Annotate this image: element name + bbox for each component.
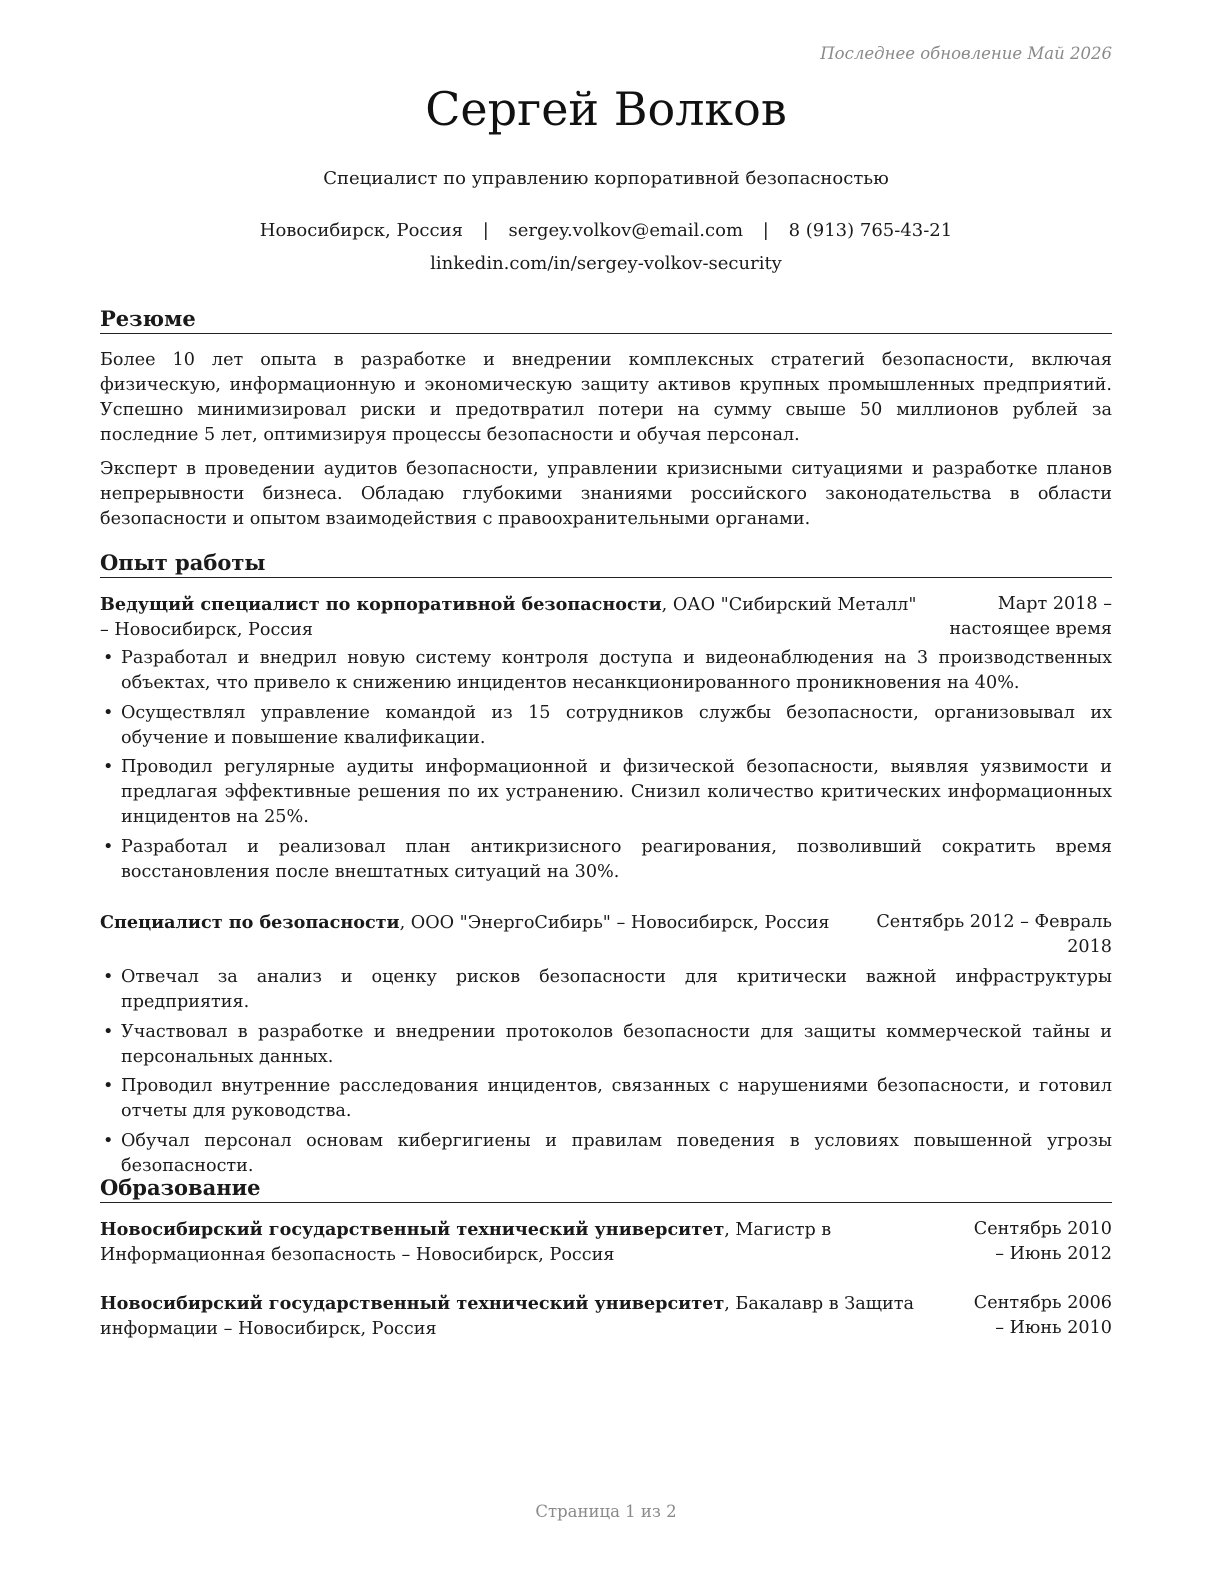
- school-name: Новосибирский государственный технический университет: [100, 1219, 725, 1240]
- linkedin-link[interactable]: linkedin.com/in/sergey-volkov-security: [430, 253, 782, 274]
- list-item: • Осуществлял управление командой из 15 сотрудников службы безопасности, организовывал их обучение и повышение квалификации.: [100, 701, 1112, 751]
- email-link[interactable]: sergey.volkov@email.com: [508, 220, 744, 241]
- job-dates: Март 2018 – настоящее время: [949, 594, 1112, 639]
- candidate-title: Специалист по управлению корпоративной безопасностью: [323, 168, 889, 189]
- list-item: • Разработал и реализовал план антикризисного реагирования, позволивший сократить время восстановления после внештатных ситуаций на 30%.: [100, 835, 1112, 885]
- job-bullets: [100, 646, 1112, 889]
- job-dates: Сентябрь 2012 – Февраль 2018: [876, 912, 1112, 957]
- education-dates: Сентябрь 2010 – Июнь 2012: [973, 1219, 1112, 1264]
- list-item: • Проводил внутренние расследования инцидентов, связанных с нарушениями безопасности, и готовил отчеты для руководства.: [100, 1074, 1112, 1124]
- separator: |: [762, 220, 769, 241]
- list-item: • Отвечал за анализ и оценку рисков безопасности для критически важной инфраструктуры предприятия.: [100, 965, 1112, 1015]
- phone-number: 8 (913) 765-43-21: [788, 220, 953, 241]
- list-item: • Обучал персонал основам кибергигиены и правилам поведения в условиях повышенной угрозы безопасности.: [100, 1129, 1112, 1179]
- education-dates: Сентябрь 2006 – Июнь 2010: [973, 1293, 1112, 1338]
- job-header: [100, 910, 1112, 960]
- degree-details: , Бакалавр в Защита информации – Новосибирск, Россия: [100, 1294, 914, 1339]
- job-header: [100, 592, 1112, 643]
- job-role: Ведущий специалист по корпоративной безопасности: [100, 594, 662, 615]
- list-item: • Проводил регулярные аудиты информационной и физической безопасности, выявляя уязвимости и предлагая эффективные решения по их устранению. Снизил количество критических информационных инцидентов на 25%.: [100, 755, 1112, 830]
- separator: |: [482, 220, 489, 241]
- education-header: [100, 1291, 1112, 1342]
- job-role: Специалист по безопасности: [100, 912, 400, 933]
- job-details: , ОАО "Сибирский Металл" – Новосибирск, Россия: [100, 595, 917, 640]
- candidate-name: Сергей Волков: [425, 82, 787, 136]
- section-title-experience: Опыт работы: [100, 550, 1112, 578]
- list-item: • Разработал и внедрил новую систему контроля доступа и видеонаблюдения на 3 производственных объектах, что привело к снижению инцидентов несанкционированного проникновения на 40%.: [100, 646, 1112, 696]
- job-details: , ООО "ЭнергоСибирь" – Новосибирск, Россия: [399, 913, 830, 933]
- summary-paragraph: Эксперт в проведении аудитов безопасности, управлении кризисными ситуациями и разработке планов непрерывности бизнеса. Обладаю глубокими знаниями российского законодательства в области безопасности и опытом взаимодействия с правоохранительными органами.: [100, 459, 1112, 529]
- location: Новосибирск, Россия: [259, 220, 463, 241]
- section-title-education: Образование: [100, 1175, 1112, 1203]
- education-header: [100, 1217, 1112, 1268]
- section-title-summary: Резюме: [100, 306, 1112, 334]
- summary-paragraph: Более 10 лет опыта в разработке и внедрении комплексных стратегий безопасности, включая физическую, информационную и экономическую защиту активов крупных промышленных предприятий. Успешно минимизировал риски и предотвратил потери на сумму свыше 50 миллионов рублей за последние 5 лет, оптимизируя процессы безопасности и обучая персонал.: [100, 350, 1112, 445]
- job-bullets: [100, 965, 1112, 1183]
- degree-details: , Магистр в Информационная безопасность – Новосибирск, Россия: [100, 1220, 832, 1265]
- page-number: Страница 1 из 2: [535, 1502, 677, 1521]
- last-updated: Последнее обновление Май 2026: [820, 44, 1112, 63]
- school-name: Новосибирский государственный технический университет: [100, 1293, 725, 1314]
- contact-line: [100, 220, 1112, 241]
- list-item: • Участвовал в разработке и внедрении протоколов безопасности для защиты коммерческой тайны и персональных данных.: [100, 1020, 1112, 1070]
- resume-page: [100, 0, 1112, 1584]
